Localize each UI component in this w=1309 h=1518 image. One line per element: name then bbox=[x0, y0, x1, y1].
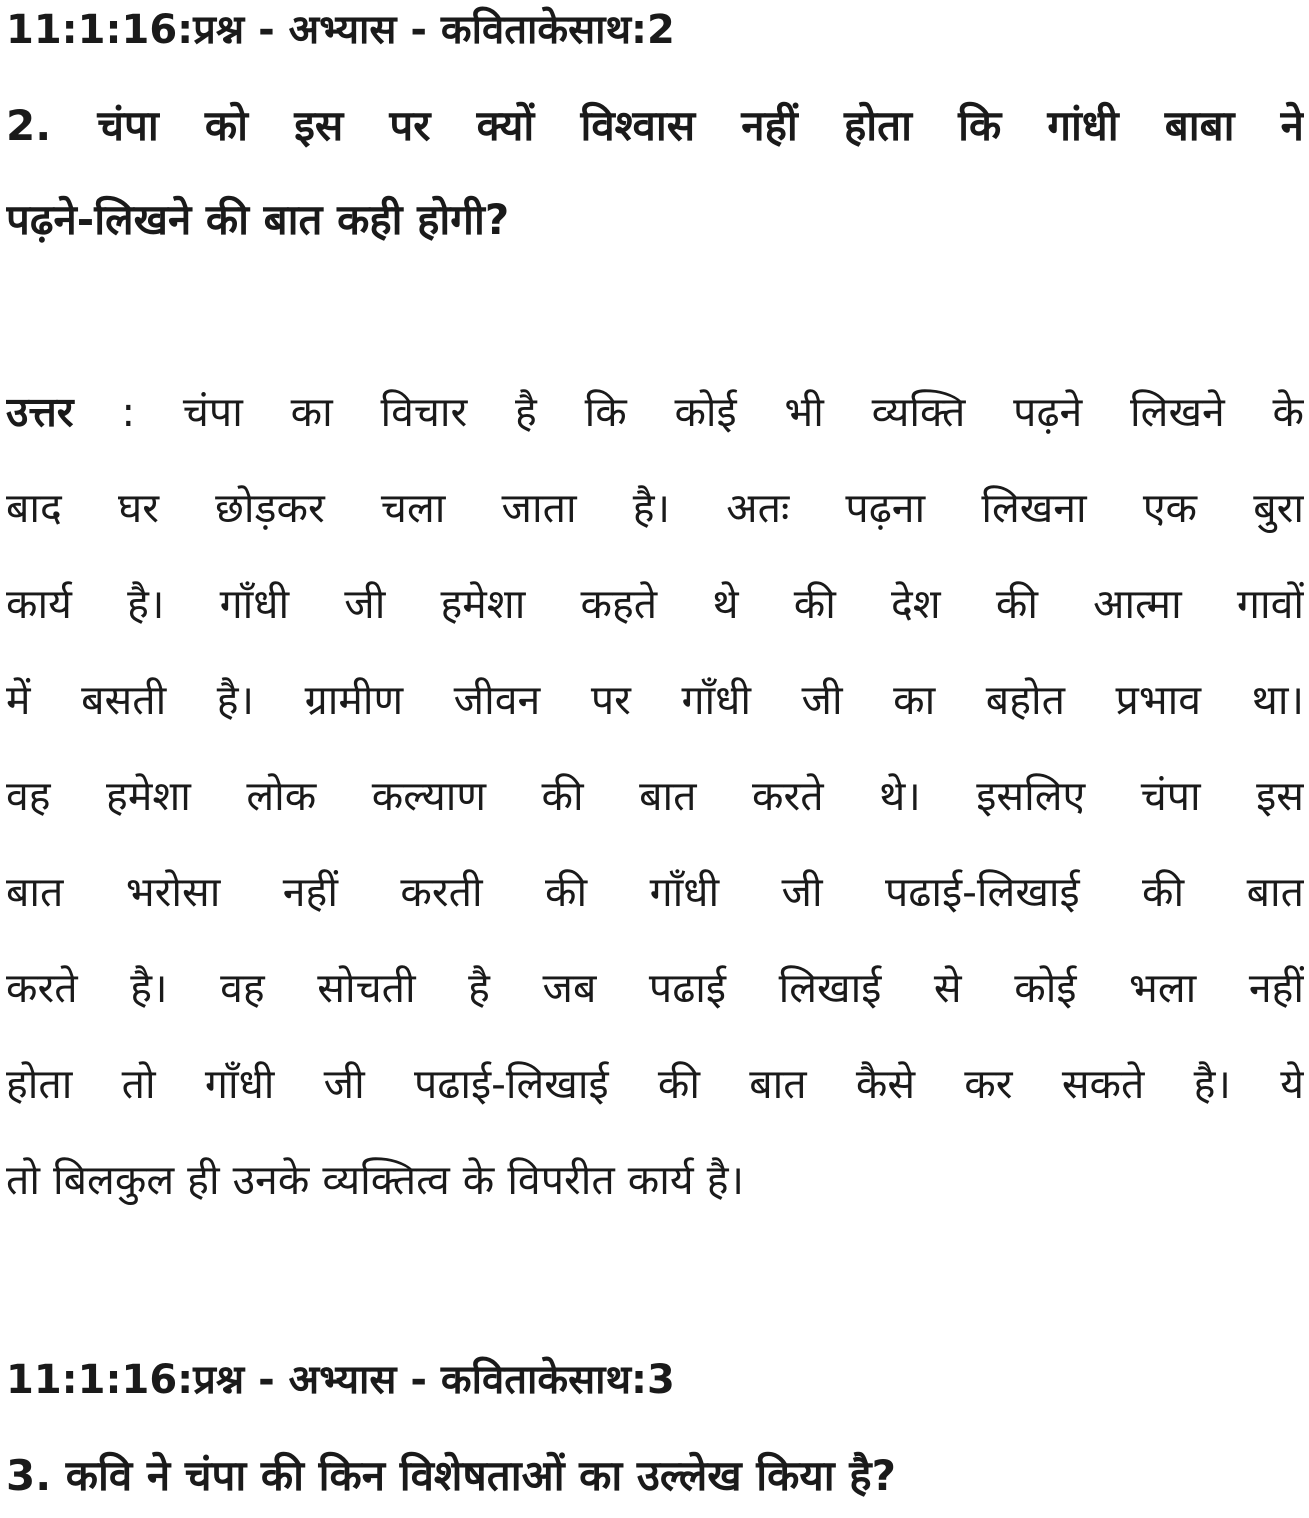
answer-line: में बसती है। ग्रामीण जीवन पर गाँधी जी का बहोत प्रभाव था। bbox=[6, 676, 1304, 724]
answer-line: वह हमेशा लोक कल्याण की बात करते थे। इसलिए चंपा इस bbox=[6, 772, 1304, 820]
section-heading: 11:1:16:प्रश्न - अभ्यास - कविताकेसाथ:3 bbox=[6, 1357, 675, 1403]
answer-line: करते है। वह सोचती है जब पढाई लिखाई से कोई भला नहीं bbox=[6, 964, 1304, 1012]
answer-line: कार्य है। गाँधी जी हमेशा कहते थे की देश की आत्मा गावों bbox=[6, 580, 1304, 628]
answer-text: : चंपा का विचार है कि कोई भी व्यक्ति पढ़ने लिखने के bbox=[73, 388, 1304, 436]
question-line: 3. कवि ने चंपा की किन विशेषताओं का उल्लेख किया है? bbox=[6, 1451, 896, 1500]
answer-label: उत्तर bbox=[6, 388, 74, 436]
question-line: पढ़ने-लिखने की बात कही होगी? bbox=[6, 195, 510, 244]
section-heading: 11:1:16:प्रश्न - अभ्यास - कविताकेसाथ:2 bbox=[6, 7, 675, 53]
answer-line: तो बिलकुल ही उनके व्यक्तित्व के विपरीत कार्य है। bbox=[6, 1156, 745, 1204]
answer-line: होता तो गाँधी जी पढाई-लिखाई की बात कैसे कर सकते है। ये bbox=[6, 1060, 1304, 1108]
answer-line: बात भरोसा नहीं करती की गाँधी जी पढाई-लिखाई की बात bbox=[6, 868, 1304, 916]
question-line: 2. चंपा को इस पर क्यों विश्वास नहीं होता कि गांधी बाबा ने bbox=[6, 101, 1304, 150]
answer-line: बाद घर छोड़कर चला जाता है। अतः पढ़ना लिखना एक बुरा bbox=[6, 484, 1304, 532]
answer-first-line bbox=[6, 382, 1304, 442]
